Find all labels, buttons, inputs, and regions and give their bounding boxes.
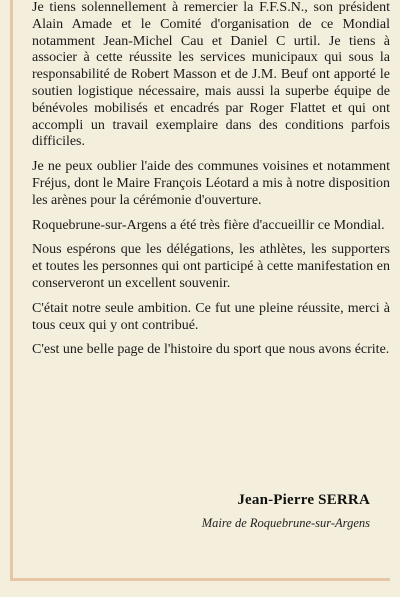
paragraph-communes: Je ne peux oublier l'aide des communes voisines et notamment Fréjus, dont le Maire François Léotard a mis à notre disposition les arènes pour la cérémonie d'ouverture. [32,159,390,208]
left-border-rule [10,0,13,580]
signature-role: Maire de Roquebrune-sur-Argens [201,516,370,530]
signature-name: Jean-Pierre SERRA [237,492,370,508]
paragraph-ambition: C'était notre seule ambition. Ce fut une pleine réussite, merci à tous ceux qui y ont contribué. [32,300,390,333]
paragraph-thanks: Je tiens solennellement à remercier la F.F.S.N., son président Alain Amade et le Comité d'organisation de ce Mondial notamment Jean-Michel Cau et Daniel C urtil. Je tiens à associer à cette réussite les services municipaux qui sous la responsabilité de Robert Masson et de J.M. Beuf ont apporté le soutien logistique nécessaire, mais aussi la superbe équipe de bénévoles mobilisés et encadrés par Roger Flattet et qui ont accompli un travail exemplaire dans des conditions parfois difficiles. [32,0,390,150]
paragraph-history: C'est une belle page de l'histoire du sport que nous avons écrite. [32,342,390,358]
paragraph-pride: Roquebrune-sur-Argens a été très fière d'accueillir ce Mondial. [32,217,385,233]
paragraph-hopes: Nous espérons que les délégations, les athlètes, les supporters et toutes les personnes qui ont participé à cette manifestation en conserveront un excellent souvenir. [32,242,390,291]
bottom-border-rule [10,578,390,581]
letter-body [32,0,390,367]
